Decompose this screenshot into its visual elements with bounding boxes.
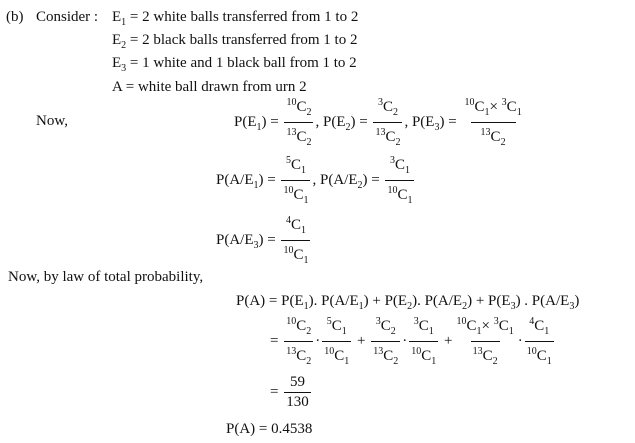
term3-prior: $\frac{^{10}C_1\times ^3C_1}{^{13}C_2}$ (454, 313, 515, 370)
part-label: (b) (6, 9, 24, 25)
result-fraction: $\frac{59}{130}$ (286, 374, 309, 410)
term1-conditional: $\frac{^5C_1}{^{10}C_1}$ (322, 313, 351, 370)
final-answer: P(A) = 0.4538 (226, 421, 313, 437)
event-e1-definition: $E_1 = 2$ white balls transferred from 1 to 2 (112, 9, 359, 28)
p-e1-fraction: $\frac{^{10}C_2}{^{13}C_2}$ (284, 94, 313, 151)
p-a-given-e2-fraction: $\frac{^3C_1}{^{10}C_1}$ (385, 152, 414, 209)
conditional-probability-e3: $P(A/E_3)$ = $\frac{^4C_1}{^{10}C_1}$ (216, 212, 312, 269)
consider-label: Consider : (36, 9, 99, 25)
event-e3-definition: $E_3 = 1$ white and 1 black ball from 1 to 2 (112, 55, 357, 74)
term3-conditional: $\frac{^4C_1}{^{10}C_1}$ (525, 313, 554, 370)
p-a-given-e3-fraction: $\frac{^4C_1}{^{10}C_1}$ (281, 212, 310, 269)
event-a-definition: A = white ball drawn from urn 2 (112, 79, 307, 95)
total-probability-formula: $P(A) = P(E_1)$. $P(A/E_1) + P(E_2)$. $P(A/E_2) + P(E_3)$ . $P(A/E_3)$ (236, 293, 580, 312)
term2-conditional: $\frac{^3C_1}{^{10}C_1}$ (409, 313, 438, 370)
p-a-given-e1-fraction: $\frac{^5C_1}{^{10}C_1}$ (281, 152, 310, 209)
p-e3-fraction: $\frac{^{10}C_1\times ^3C_1}{^{13}C_2}$ (462, 94, 523, 151)
now-label: Now, (36, 113, 68, 129)
term1-prior: $\frac{^{10}C_2}{^{13}C_2}$ (284, 313, 313, 370)
p-e2-fraction: $\frac{^3C_2}{^{13}C_2}$ (373, 94, 402, 151)
prior-probabilities: $P(E_1)$ = $\frac{^{10}C_2}{^{13}C_2}$ , $P(E_2)$ = $\frac{^3C_2}{^{13}C_2}$ , $P(E_3)$ = $\frac{^{10}C_1\times ^3C_1}{^{13}C_2}$ (234, 94, 526, 151)
substituted-expression: = $\frac{^{10}C_2}{^{13}C_2}$ · $\frac{^5C_1}{^{10}C_1}$ + $\frac{^3C_2}{^{13}C_2}$ · $\frac{^3C_1}{^{10}C_1}$ + $\frac{^{10}C_1\times ^3C_1}{^{13}C_2}$ · $\frac{^4C_1}{^{10}C_1}$ (270, 313, 556, 370)
term2-prior: $\frac{^3C_2}{^{13}C_2}$ (371, 313, 400, 370)
total-probability-statement: Now, by law of total probability, (8, 269, 204, 285)
conditional-probabilities-e1-e2: $P(A/E_1)$ = $\frac{^5C_1}{^{10}C_1}$ , $P(A/E_2)$ = $\frac{^3C_1}{^{10}C_1}$ (216, 152, 416, 209)
event-e2-definition: $E_2 = 2$ black balls transferred from 1 to 2 (112, 32, 358, 51)
result-fraction-line: = $\frac{59}{130}$ (270, 374, 309, 410)
